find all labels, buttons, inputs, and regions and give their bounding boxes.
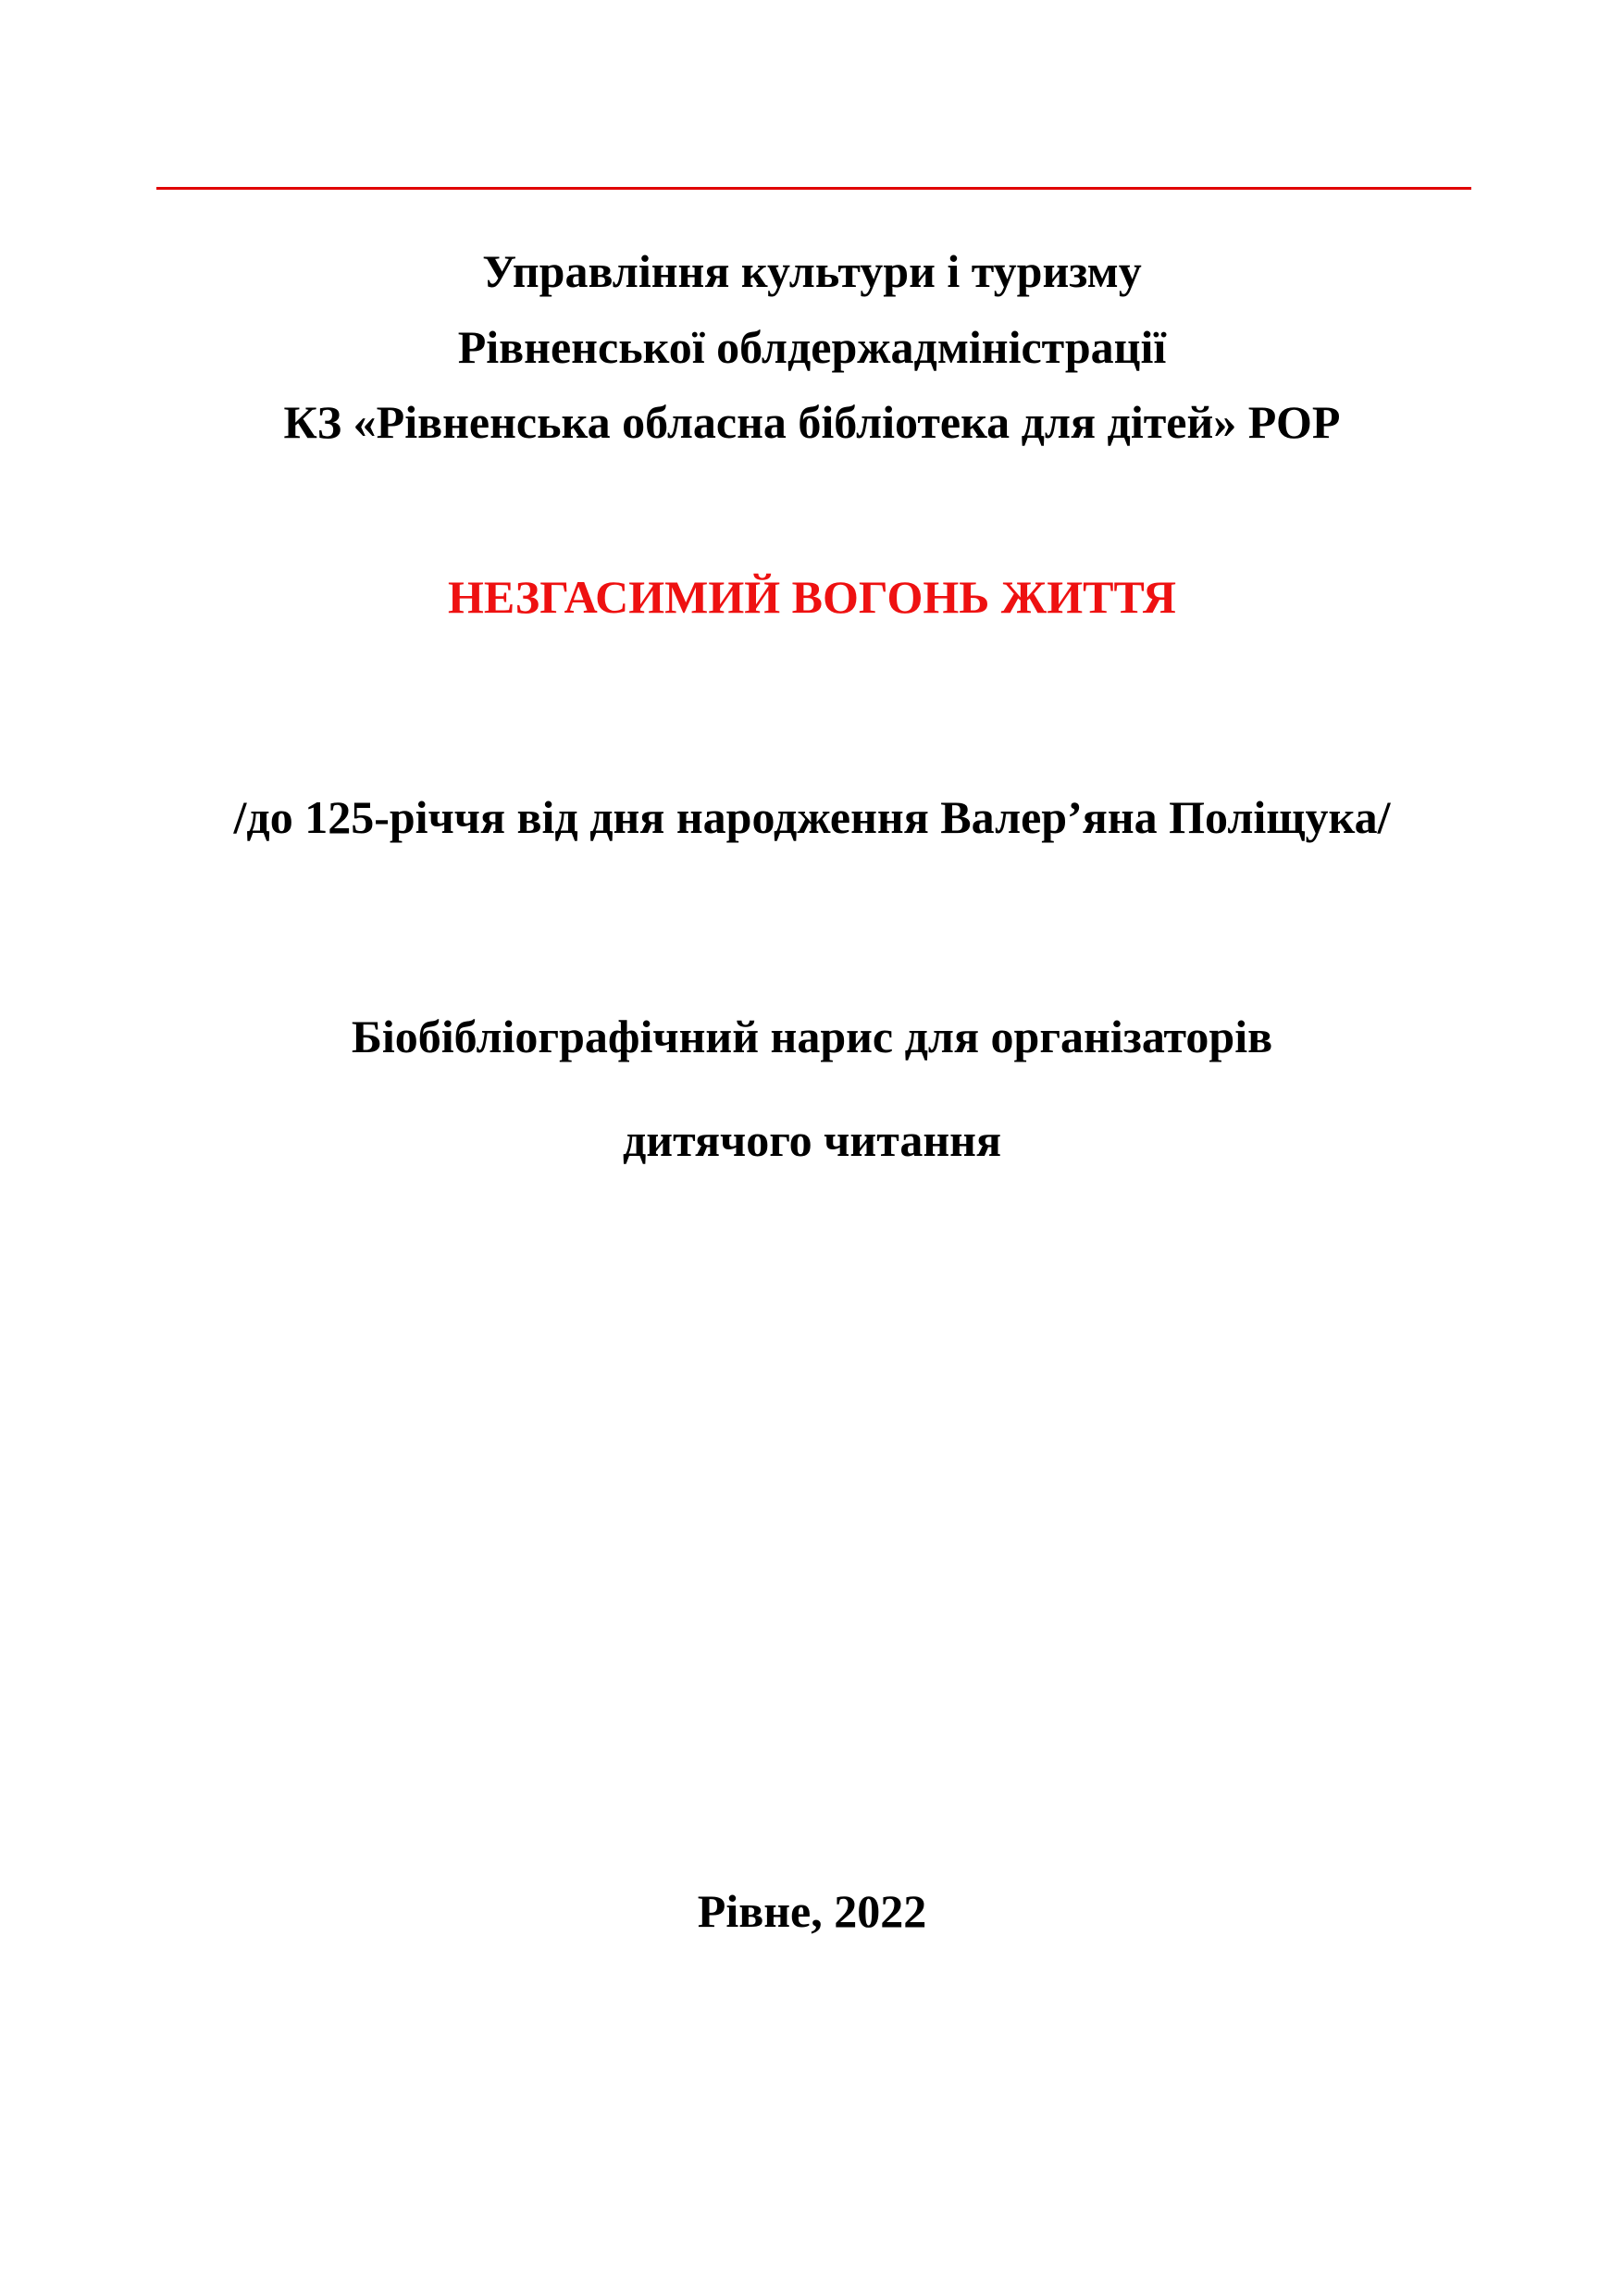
place-and-year: Рівне, 2022 (697, 1885, 927, 1937)
description-line-1: Біобібліографічний нарис для організаторів (351, 1011, 1273, 1062)
header-line-3: КЗ «Рівненська обласна бібліотека для дітей» РОР (283, 396, 1341, 448)
header-line-1: Управління культури і туризму (482, 245, 1142, 297)
header-line-2: Рівненської облдержадміністрації (457, 321, 1167, 373)
description-line-2: дитячого читання (622, 1114, 1002, 1166)
top-red-rule (156, 187, 1471, 190)
document-title: НЕЗГАСИМИЙ ВОГОНЬ ЖИТТЯ (447, 571, 1177, 623)
document-subtitle: /до 125-річчя від дня народження Валер’яна Поліщука/ (233, 791, 1391, 843)
